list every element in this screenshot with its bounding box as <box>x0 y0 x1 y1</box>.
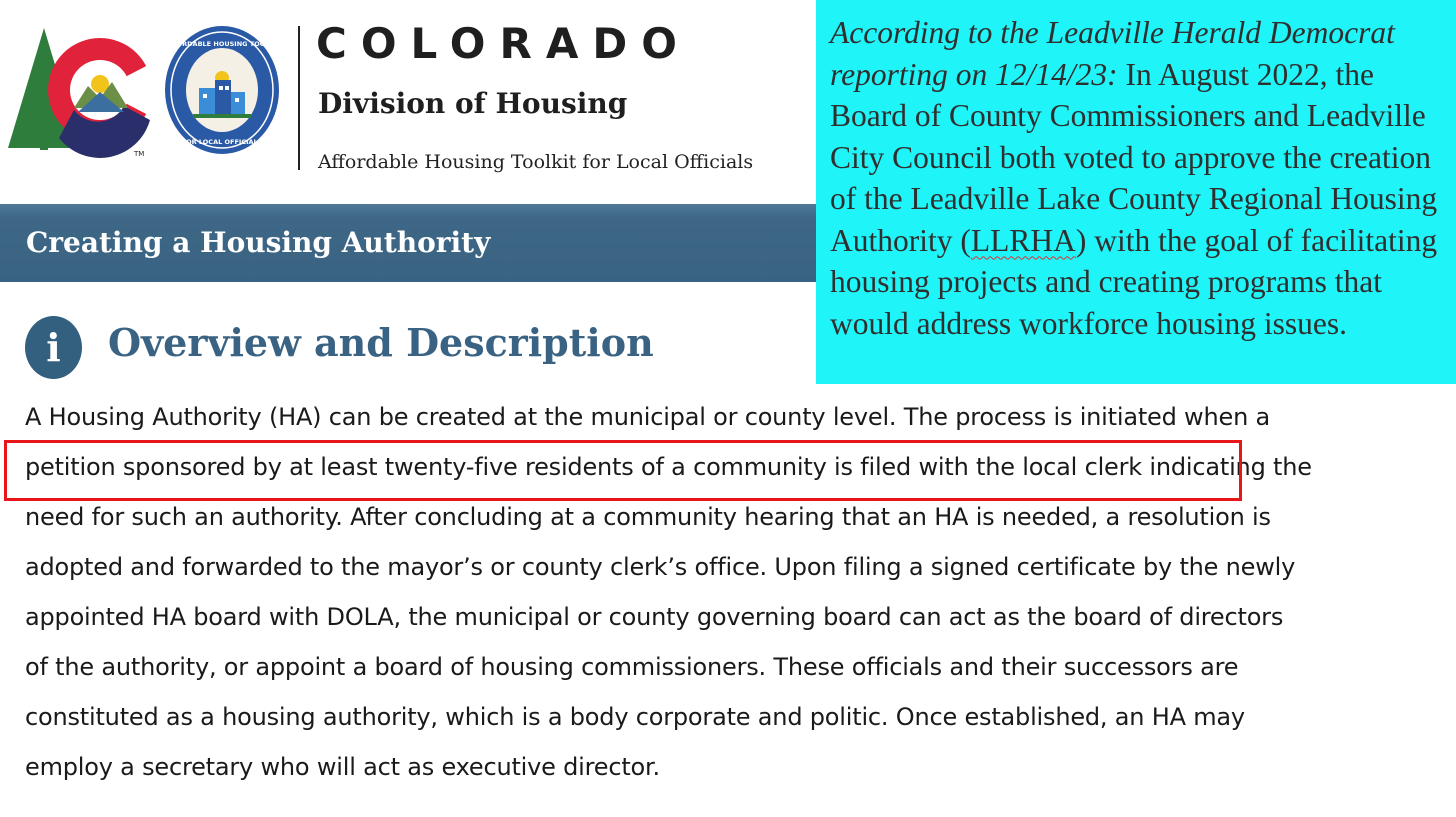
toolkit-seal-icon <box>163 24 281 156</box>
banner-title: Creating a Housing Authority <box>26 226 491 259</box>
seal-text-top: AFFORDABLE HOUSING TOOLKIT <box>163 40 281 48</box>
body-line: of the authority, or appoint a board of housing commissioners. These officials and their successors are <box>25 653 1239 681</box>
body-line: adopted and forwarded to the mayor’s or county clerk’s office. Upon filing a signed certificate by the newly <box>25 553 1296 581</box>
quote-paragraph <box>830 12 1448 344</box>
quote-text-after: ) with the goal of facilitating housing projects and creating programs that would address workforce housing issues. <box>830 222 1438 341</box>
overview-heading: Overview and Description <box>108 320 654 365</box>
quote-text-before: In August 2022, the Board of County Commissioners and Leadville City Council both voted to approve the creation of the Leadville Lake County Regional Housing Authority ( <box>830 56 1438 258</box>
seal-text-bottom: FOR LOCAL OFFICIALS <box>181 138 263 146</box>
body-line: appointed HA board with DOLA, the municipal or county governing board can act as the board of directors <box>25 603 1284 631</box>
news-quote-callout <box>816 0 1456 384</box>
overview-body-text <box>25 392 1435 792</box>
info-icon: i <box>25 316 82 379</box>
state-name: COLORADO <box>316 19 691 68</box>
toolkit-subtitle: Affordable Housing Toolkit for Local Officials <box>318 151 754 173</box>
body-line: constituted as a housing authority, which is a body corporate and politic. Once established, an HA may <box>25 703 1245 731</box>
colorado-logo <box>4 20 160 160</box>
division-name: Division of Housing <box>318 87 628 120</box>
page-header <box>0 0 816 204</box>
body-line: A Housing Authority (HA) can be created at the municipal or county level. The process is initiated when a <box>25 403 1271 431</box>
trademark-mark: TM <box>134 150 145 158</box>
quote-acronym: LLRHA <box>970 222 1076 258</box>
body-line: need for such an authority. After concluding at a community hearing that an HA is needed, a resolution is <box>25 503 1271 531</box>
body-line: petition sponsored by at least twenty-five residents of a community is filed with the local clerk indicating the <box>25 453 1312 481</box>
quote-source: According to the Leadville Herald Democrat reporting on 12/14/23: <box>830 15 1395 92</box>
section-banner <box>0 204 816 282</box>
header-divider <box>298 26 300 170</box>
body-line: employ a secretary who will act as executive director. <box>25 753 660 781</box>
